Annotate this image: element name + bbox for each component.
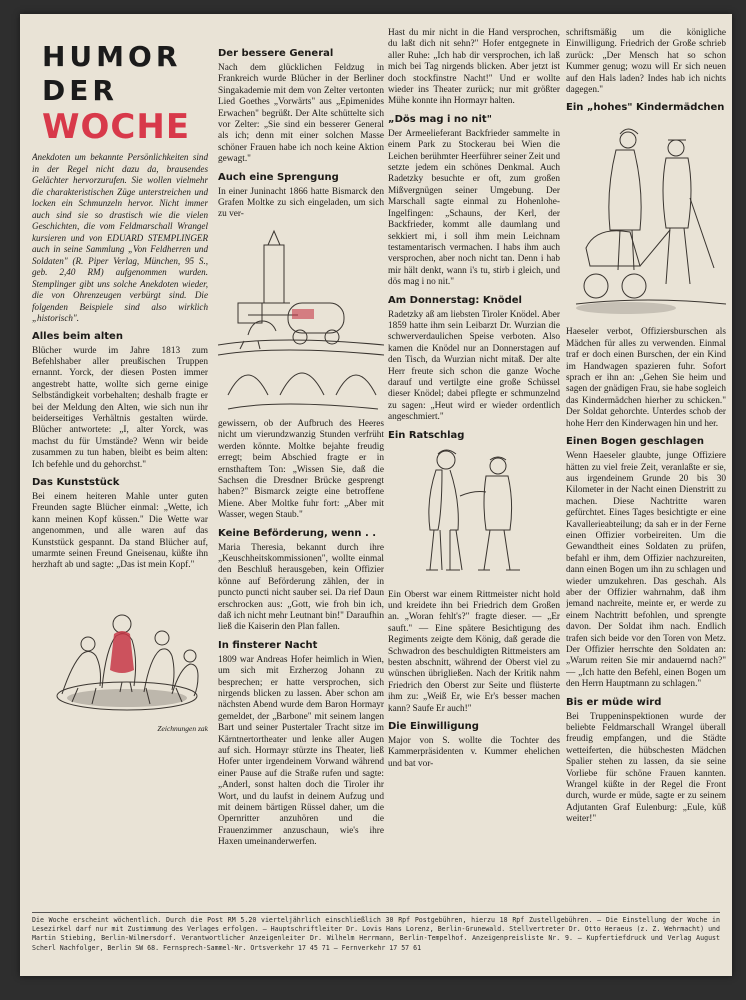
article-body-in-finsterer-nacht-cont: Hast du mir nicht in die Hand versprochen, du laßt dich nit sehn?" Hofer entgegnete in aller Ruhe: „Ich hab dir versprochen, ich laß mich bei Tag nirgends blicken. Aber jetzt ist doch stockfinstre Nacht!" Und er wollte wieder ins Theater zurück; nur mit größter Mühe konnte ihn Hormayr halten. — [388, 28, 560, 107]
masthead-humor: HUMOR — [42, 40, 182, 73]
article-title-in-finsterer-nacht: In finsterer Nacht — [218, 639, 318, 651]
illustration-pram — [566, 118, 726, 323]
imprint-footer: Die Woche erscheint wöchentlich. Durch die Post RM 5.20 vierteljährlich einschließlich 30 Rpf Postgebühren, hierzu 18 Rpf Zustellgebühren. — Die Einstellung der Woche in Lesezirkel darf nur mit Zustimmung des Verlages erfolgen. — Hauptschriftleiter Dr. Lovis Hans Lorenz, Berlin-Grunewald. Stellvertreter Dr. Otto Heraeus (z. Z. Wehrmacht) und Martin Stiebing, Berlin-Wilmersdorf. Verantwortlicher Anzeigenleiter Dr. Wilhelm Herrmann, Berlin-Tempelhof. Anzeigenpreisliste Nr. 9. — Kupfertiefdruck und Verlag August Scherl Nachfolger, Berlin SW 68. Fernsprech-Sammel-Nr. Ortsverkehr 17 45 71 — Fernverkehr 17 57 61 — [32, 916, 720, 952]
article-body-am-donnerstag-knoedel: Radetzky aß am liebsten Tiroler Knödel. Aber 1859 hatte ihm sein Leibarzt Dr. Wurzian die schwerverdaulichen Speise verboten. Also kamen die Knödel nur an Donnerstagen auf den Tisch, da Wurzian nicht mitaß. Der alte Herr freute sich schon die ganze Woche darauf und vertilgte eine große Schüssel dieser Knödel; dabei pflegte er schmunzelnd zu sagen: „Heut wird er wieder ordentlich angeschmiert." — [388, 309, 560, 423]
masthead — [42, 40, 208, 146]
illustration-bridge — [218, 225, 384, 415]
article-body-einen-bogen-geschlagen: Wenn Haeseler glaubte, junge Offiziere hätten zu viel freie Zeit, veranlaßte er sie, aus irgendeinem Grunde 20 bis 30 Kilometer in der Nacht einen Dienstritt zu machen. Diese Nachtritte waren gefürchtet. Eines Tages besichtigte er eine Kavallerieabteilung; da sah er in der Ferne einen Offizier vorbeireiten. Um die Gewandtheit eines Soldaten zu prüfen, befahl er ihm, dem Offizier nachzureiten, dann einen Bogen um ihn zu schlagen und wieder umzukehren. Das geschah. Als aber der Offizier wahrnahm, daß ihm jemand nachreite, meinte er, er werde zu einem Nachtritt befohlen, und sprengte davon. Der Soldat ihm nach. Endlich trafen sich beide vor den Toren von Metz. Der Offizier herrschte den Soldaten an: „Warum reiten Sie mir andauernd nach?" — „Ich hatte den Befehl, einen Bogen um den Herrn Hauptmann zu schlagen." — [566, 451, 726, 690]
article-title-am-donnerstag-knoedel: Am Donnerstag: Knödel — [388, 294, 522, 306]
article-body-auch-eine-sprengung-1: In einer Juninacht 1866 hatte Bismarck den Grafen Moltke zu sich eingeladen, um sich zu ver- — [218, 186, 384, 220]
article-title-ein-hohes-kindermaedchen: Ein „hohes" Kindermädchen — [566, 102, 725, 114]
article-body-der-bessere-general: Nach dem glücklichen Feldzug in Frankreich wurde Blücher in der Berliner Singakademie mit dem von Zelter vertonten Lied Goethes „Vorwärts" aus „Epimenides Erwachen" begrüßt. Der Alte schüttelte sich vor Zelter: „Sie sind ein besserer General als ich; denn mit einer solchen Masse schöner Frauen habe ich noch keine Aktion gewagt." — [218, 63, 384, 165]
article-body-in-finsterer-nacht: 1809 war Andreas Hofer heimlich in Wien, um sich mit Erzherzog Johann zu besprechen; er hatte versprochen, sich nirgends blicken zu lassen. Aber schon am nächsten Abend wurde dem Baron Hormayr gemeldet, der „Barbone" mit seinem langen Bart und seiner Pustertaler Tracht sitze im Kärntnertortheater und lenke aller Augen auf sich. Hormayr stürzte ins Theater, ließ Hofer unter irgendeinem Vorwand während einer Pause auf die Straße rufen und sagte: „Anderl, sonst halten doch die Tiroler ihr Wort, und du laufst in deinem Aufzug und mit deinem bärtigen Rüssel daher, um die Opernritter anzuhören und die Frauenzimmer anzuschaun, wie's ihre Haxen umeinanderwerfen. — [218, 654, 384, 848]
article-body-keine-befoerderung: Maria Theresia, bekannt durch ihre „Keuschheitskommissionen", wollte einmal den Beschluß herausgeben, kein Offizier könne auf Beförderung zählen, der in puncto puncti nicht sauber sei. Da rief Daun erschrocken aus: „Gott, wie froh bin ich, daß ich nicht mehr Leutnant bin!" Daraufhin ließ die Kaiserin den Plan fallen. — [218, 542, 384, 633]
footer-rule — [32, 912, 720, 913]
masthead-woche: WOCHE — [42, 107, 191, 147]
article-title-bis-er-muede-wird: Bis er müde wird — [566, 696, 662, 708]
masthead-der: DER — [42, 74, 118, 107]
article-title-die-einwilligung: Die Einwilligung — [388, 721, 479, 733]
illustration-credit: Zeichnungen zak — [157, 723, 208, 733]
illustration-banquet — [32, 576, 208, 726]
illustration-two-officers — [388, 446, 560, 586]
article-body-die-einwilligung: Major von S. wollte die Tochter des Kammerpräsidenten v. Kummer ehelichen und bat vor- — [388, 736, 560, 769]
newspaper-page — [20, 14, 732, 976]
article-title-doess-mag-i-no-nit: „Dös mag i no nit" — [388, 113, 492, 125]
article-title-alles-beim-alten: Alles beim alten — [32, 330, 123, 342]
column-2 — [218, 42, 384, 912]
article-title-der-bessere-general: Der bessere General — [218, 48, 334, 59]
article-body-alles-beim-alten: Blücher wurde im Jahre 1813 zum Befehlshaber aller preußischen Truppen ernannt. Yorck, der diesen Posten immer angestrebt hatte, wollte sich gerne einige Selbständigkeit vorbehalten; deshalb fragte er bei der Meldung den Alten, wie sich nun ihr beiderseitiges Verhältnis gestalten würde. Blücher antwortete: „I, alter Yorck, was machst du für Umstände? Wenn wir beide zusammen zu tun haben, bleibt es beim alten: Ich befehle und du gehorchst." — [32, 345, 208, 470]
article-title-ein-ratschlag: Ein Ratschlag — [388, 429, 465, 441]
column-3 — [388, 28, 560, 908]
article-title-einen-bogen-geschlagen: Einen Bogen geschlagen — [566, 436, 704, 448]
article-title-das-kunststueck: Das Kunststück — [32, 476, 120, 488]
article-body-auch-eine-sprengung-2: gewissern, ob der Aufbruch des Heeres nicht um vierundzwanzig Stunden verfrüht werden könnte. Moltke bejahte freudig erregt; beim Abschied fragte er in ernsthaftem Ton: „Wissen Sie, daß die Sachsen die Dresdner Brücke gesprengt haben?" Bismarck zeigte eine betroffene Miene. Aber Moltke fuhr fort: „Aber mit Wasser, wegen Staub." — [218, 418, 384, 521]
column-1 — [32, 30, 208, 910]
article-body-das-kunststueck: Bei einem heiteren Mahle unter guten Freunden sagte Blücher einmal: „Wette, ich kann meinen Kopf küssen." Die Wette war angenommen, und alle waren auf das Kunststück gespannt. Da stand Blücher auf, umarmte seinen Freund Gneisenau, küßte ihn herzhaft ab und sagte: „Das ist mein Kopf." — [32, 491, 208, 571]
article-body-ein-ratschlag: Ein Oberst war einem Rittmeister nicht hold und kreidete ihn bei Friedrich dem Großen an. „Woran fehlt's?" fragte dieser. — „Er sauft." — Eine spätere Besichtigung des Regiments zeigte dem König, daß gerade die Schwadron des beschuldigten Rittmeisters am besten abschnitt, während der Oberst viel zu wünschen übrigließen. Nach der Kritik nahm Friedrich den Oberst zur Seite und flüsterte ihm zu: „Weiß Er, wie Er's besser machen kann? Saufe Er auch!" — [388, 589, 560, 714]
intro-text: Anekdoten um bekannte Persönlichkeiten sind in der Regel nicht dazu da, brausendes Gelächter hervorzurufen. Sie wollen vielmehr die charakteristischen Züge unterstreichen und locken ein Schmunzeln hervor. Nicht immer auch sind sie so drastisch wie die vielen Geschichten, die vom Feldmarschall Wrangel kursieren und von EDUARD STEMPLINGER auch in seine Sammlung „Von Feldherren und Soldaten" (R. Piper Verlag, München, 95 S., geb. 2,40 RM) aufgenommen wurden. Stemplinger gibt uns solche Anekdoten wieder, die von Ohrenzeugen verbürgt sind. Die folgenden Beispiele sind also wirklich „historisch". — [32, 152, 208, 323]
article-body-doess-mag-i-no-nit: Der Armeelieferant Backfrieder sammelte in einem Park zu Stockerau bei Wien die Leichen berühmter Heerführer seiner Zeit und setzte jedem ein schönes Denkmal. Auch Radetzky besuchte er oft, zum großen Mißvergnügen seiner Umgebung. Der Marschall sagte einmal zu Hohenlohe-Ingelfingen: „Schauns, der Kerl, der Backfrieder, kommt alle daumlang und sekkiert mi, i soll ihm mein Leichnam testamentarisch vermachen. I habs ihm auch versprochen, aber noch nicht tan. Denn i hab mir hält denkt, wann i's tu, stirb i gleich, und dös mag i no nit." — [388, 128, 560, 288]
article-body-bis-er-muede-wird: Bei Truppeninspektionen wurde der beliebte Feldmarschall Wrangel überall freudig empfangen, und die Städte wetteiferten, die hübschesten Mädchen Spalier stehen zu lassen, da sie seine Vorliebe für schöne Frauen kannten. Wrangel küßte in der Regel die Front durch, wurde er müde, sagte er zu seinem Adjutanten Graf Eulenburg: „Eule, küß weiter!" — [566, 711, 726, 825]
column-4 — [566, 28, 726, 908]
article-body-ein-hohes-kindermaedchen: Haeseler verbot, Offiziersburschen als Mädchen für alles zu verwenden. Einmal traf er doch einen Burschen, der ein Kind im Handwagen spazieren fuhr. Sofort sprach er ihn an: „Gehen Sie heim und sagen der gnädigen Frau, sie habe sogleich das Kindermädchen hierher zu schicken." Der Soldat gehorchte. Unterdes schob der hohe Herr den Kinderwagen hin und her. — [566, 327, 726, 429]
article-title-keine-befoerderung: Keine Beförderung, wenn . . — [218, 527, 377, 539]
article-title-auch-eine-sprengung: Auch eine Sprengung — [218, 171, 339, 183]
article-body-die-einwilligung-cont: schriftsmäßig um die königliche Einwilligung. Friedrich der Große schrieb zurück: „Der Mensch hat so schon Kummer genug; wozu will Er sich neuen auf den Hals laden? Indes hab ich nichts dagegen." — [566, 28, 726, 96]
